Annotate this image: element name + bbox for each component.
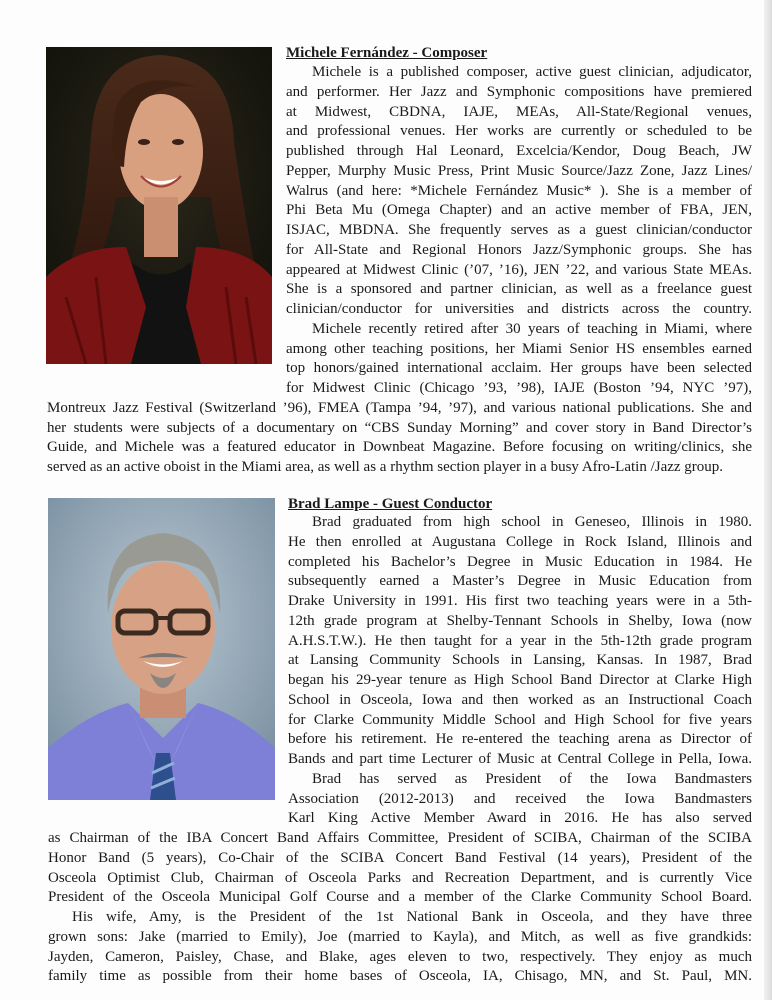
bio-text-line: for All-State and Regional Honors Jazz/Symphonic groups. She has [286, 241, 752, 258]
bio-text-line: Jayden, Cameron, Paisley, Chase, and Blake, ages eleven to two, respectively. They enjoy as much [48, 948, 752, 965]
bio-text-line: Brad graduated from high school in Geneseo, Illinois in 1980. [312, 514, 752, 530]
bio-text-line: at Lansing Community Schools in Lansing, Kansas. In 1987, Brad [288, 652, 752, 669]
bio-text-line: President of the Osceola Municipal Golf Course and a member of the Clarke Community School Board. [48, 889, 752, 906]
bio-text-line: Bands and part time Lecturer of Music at Central College in Pella, Iowa. [288, 751, 752, 767]
bio-text-line: and performer. Her Jazz and Symphonic compositions have premiered [286, 83, 752, 100]
bio-text-line: top honors/gained international acclaim. Her groups have been selected [286, 360, 752, 377]
bio-text-line: Guide, and Michele was a featured educator in Downbeat Magazine. Before focusing on writing/clinics, she [47, 439, 752, 456]
bio-text-line: among other teaching positions, her Miami Senior HS ensembles earned [286, 340, 752, 357]
bio-text-line: as Chairman of the IBA Concert Band Affairs Committee, President of SCIBA, Chairman of the SCIBA [48, 830, 752, 846]
bio-text-line: Walrus (and here: *Michele Fernández Music* ). She is a member of [286, 182, 752, 199]
bio-text-line: Drake University in 1991. His first two teaching years were in a 5th- [288, 593, 752, 609]
bio-text-line: Association (2012-2013) and received the Iowa Bandmasters [288, 790, 752, 807]
michele-portrait-photo [46, 47, 272, 364]
bio-text-line: She is a sponsored and partner clinician, as well as a freelance guest [286, 281, 752, 298]
bio-text-line: clinician/conductor for universities and districts across the country. [286, 301, 752, 317]
bio-text-line: Phi Beta Mu (Omega Chapter) and an active member of FBA, JEN, [286, 202, 752, 219]
bio-text-line: served as an active oboist in the Miami area, as well as a rhythm section player in a busy Afro-Latin /Jazz group. [47, 459, 724, 475]
bio-text-line: at Midwest, CBDNA, IAJE, MEAs, All-State/Regional venues, [286, 103, 752, 120]
page-edge-shadow [764, 0, 772, 1000]
brad-portrait-photo [48, 498, 275, 800]
bio-text-line: ISJAC, MBDNA. She frequently serves as a guest clinician/conductor [286, 222, 752, 238]
bio-text-line: Pepper, Murphy Music Press, Print Music Source/Jazz Zone, Jazz Lines/ [286, 162, 752, 179]
bio-text-line: completed his Bachelor’s Degree in Music Education in 1984. He [288, 553, 752, 570]
bio-text-line: began his 29-year tenure as High School Band Director at Clarke High [288, 672, 752, 688]
bio-text-line: for Midwest Clinic (Chicago ’93, ’98), IAJE (Boston ’94, NYC ’97), [286, 380, 752, 396]
bio-text-line: and professional venues. Her works are currently or scheduled to be [286, 123, 752, 140]
bio-text-line: A.H.S.T.W.). He then taught for a year in the 5th-12th grade program [288, 632, 752, 649]
bio-text-line: before his retirement. He re-entered the teaching arena as Director of [288, 731, 752, 748]
brad-bio-title: Brad Lampe - Guest Conductor [288, 496, 493, 512]
bio-text-line: appeared at Midwest Clinic (’07, ’16), JEN ’22, and various State MEAs. [286, 261, 752, 278]
bio-text-line: Karl King Active Member Award in 2016. He has also served [288, 810, 752, 827]
bio-text-line: grown sons: Jake (married to Emily), Joe (married to Kayla), and Mitch, as well as five grandkids: [48, 928, 752, 945]
bio-text-line: Osceola Optimist Club, Chairman of Osceola Parks and Recreation Department, and is currently Vice [48, 869, 752, 886]
bio-text-line: Michele recently retired after 30 years of teaching in Miami, where [312, 320, 752, 337]
bio-text-line: for Clarke Community Middle School and High School for five years [288, 711, 752, 728]
bio-text-line: Michele is a published composer, active guest clinician, adjudicator, [312, 64, 752, 80]
bio-text-line: School in Osceola, Iowa and then worked as an Instructional Coach [288, 691, 752, 708]
bio-text-line: Honor Band (5 years), Co-Chair of the SCIBA Concert Band Festival (14 years), President of the [48, 849, 752, 866]
bio-text-line: her students were subjects of a documentary on “CBS Sunday Morning” and cover story in Band Director’s [47, 419, 752, 436]
bio-text-line: He then enrolled at Augustana College in Rock Island, Illinois and [288, 533, 752, 550]
bio-text-line: His wife, Amy, is the President of the 1st National Bank in Osceola, and they have three [72, 909, 752, 925]
bio-text-line: Montreux Jazz Festival (Switzerland ’96), FMEA (Tampa ’94, ’97), and various national publications. She and [47, 399, 752, 416]
bio-text-line: family time as possible from their home bases of Osceola, IA, Chisago, MN, and St. Paul, MN. [48, 968, 752, 985]
michele-bio-title: Michele Fernández - Composer [286, 45, 488, 61]
bio-text-line: subsequently earned a Master’s Degree in Music Education from [288, 573, 752, 590]
bio-text-line: 12th grade program at Shelby-Tennant Schools in Shelby, Iowa (now [288, 612, 752, 629]
bio-text-line: Brad has served as President of the Iowa Bandmasters [312, 770, 752, 787]
bio-text-line: published through Hal Leonard, Excelcia/Kendor, Doug Beach, JW [286, 143, 752, 159]
